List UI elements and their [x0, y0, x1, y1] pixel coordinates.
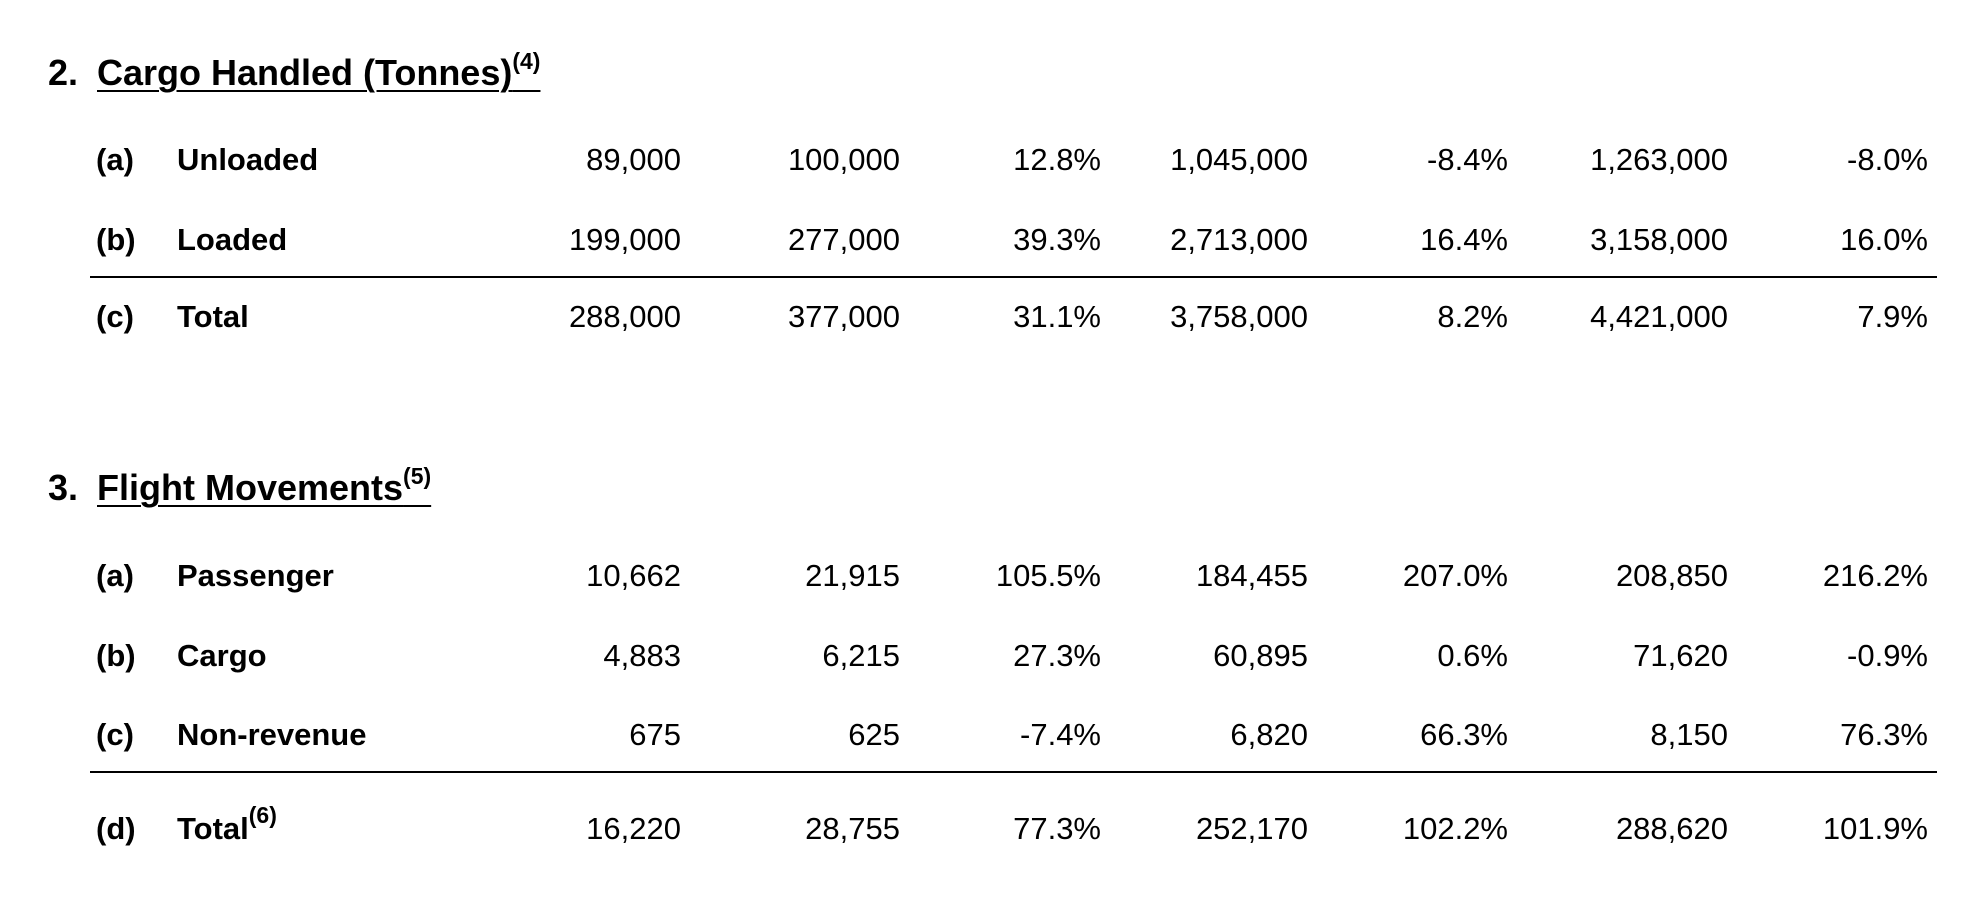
- value-cell: 216.2%: [1822, 558, 1928, 593]
- value-cell: 1,045,000: [1170, 142, 1308, 177]
- value-cell: 102.2%: [1402, 811, 1508, 846]
- value-cell: 31.1%: [1013, 299, 1101, 334]
- value-cell: 28,755: [805, 811, 900, 846]
- value-cell: 71,620: [1633, 638, 1728, 673]
- value-cell: 2,713,000: [1170, 222, 1308, 257]
- footnote-marker: (6): [248, 802, 277, 828]
- value-cell: 16.0%: [1840, 222, 1928, 257]
- section-title-flight-movements: [48, 463, 432, 509]
- row-code: (a): [96, 142, 134, 177]
- row-code: (b): [96, 222, 136, 257]
- value-cell: 675: [629, 717, 681, 752]
- value-cell: 6,820: [1230, 717, 1308, 752]
- section-number: 3.: [48, 467, 79, 508]
- section-heading-text: Cargo Handled (Tonnes): [97, 52, 513, 93]
- value-cell: 199,000: [568, 222, 681, 257]
- value-cell: 207.0%: [1402, 558, 1508, 593]
- value-cell: 16,220: [586, 811, 681, 846]
- value-cell: -7.4%: [1020, 717, 1101, 752]
- row-label: [177, 802, 277, 846]
- value-cell: 1,263,000: [1590, 142, 1728, 177]
- value-cell: 105.5%: [995, 558, 1101, 593]
- row-label-text: Total: [177, 811, 249, 846]
- value-cell: 8.2%: [1437, 299, 1508, 334]
- row-code: (c): [96, 299, 134, 334]
- value-cell: -8.4%: [1427, 142, 1508, 177]
- value-cell: 27.3%: [1013, 638, 1101, 673]
- value-cell: 252,170: [1195, 811, 1308, 846]
- value-cell: 89,000: [586, 142, 681, 177]
- value-cell: 3,758,000: [1170, 299, 1308, 334]
- row-code: (b): [96, 638, 136, 673]
- value-cell: -0.9%: [1847, 638, 1928, 673]
- row-code: (c): [96, 717, 134, 752]
- value-cell: 12.8%: [1013, 142, 1101, 177]
- value-cell: 0.6%: [1437, 638, 1508, 673]
- section-heading: [97, 463, 432, 508]
- footnote-marker: (4): [512, 48, 541, 74]
- value-cell: 101.9%: [1822, 811, 1928, 846]
- row-label: Loaded: [177, 222, 288, 257]
- row-label: Unloaded: [177, 142, 319, 177]
- value-cell: 39.3%: [1013, 222, 1101, 257]
- value-cell: 277,000: [787, 222, 900, 257]
- section-heading-text: Flight Movements: [97, 467, 404, 508]
- value-cell: 288,000: [568, 299, 681, 334]
- value-cell: 3,158,000: [1590, 222, 1728, 257]
- value-cell: 208,850: [1615, 558, 1728, 593]
- row-label: Passenger: [177, 558, 334, 593]
- value-cell: 66.3%: [1420, 717, 1508, 752]
- value-cell: 625: [848, 717, 900, 752]
- total-divider-line: [90, 771, 1937, 773]
- value-cell: 4,883: [603, 638, 681, 673]
- value-cell: 10,662: [586, 558, 681, 593]
- section-title-cargo: [48, 48, 541, 94]
- value-cell: 77.3%: [1013, 811, 1101, 846]
- row-label: Non-revenue: [177, 717, 367, 752]
- row-label: Total: [177, 299, 249, 334]
- footnote-marker: (5): [403, 463, 432, 489]
- row-label: Cargo: [177, 638, 267, 673]
- value-cell: 8,150: [1650, 717, 1728, 752]
- value-cell: 6,215: [822, 638, 900, 673]
- value-cell: 4,421,000: [1590, 299, 1728, 334]
- value-cell: 21,915: [805, 558, 900, 593]
- total-divider-line: [90, 276, 1937, 278]
- row-code: (a): [96, 558, 134, 593]
- value-cell: 16.4%: [1420, 222, 1508, 257]
- value-cell: 76.3%: [1840, 717, 1928, 752]
- value-cell: 184,455: [1195, 558, 1308, 593]
- value-cell: 60,895: [1213, 638, 1308, 673]
- value-cell: 100,000: [787, 142, 900, 177]
- section-number: 2.: [48, 52, 79, 93]
- value-cell: -8.0%: [1847, 142, 1928, 177]
- value-cell: 7.9%: [1857, 299, 1928, 334]
- section-heading: [97, 48, 541, 93]
- row-code: (d): [96, 811, 136, 846]
- value-cell: 288,620: [1615, 811, 1728, 846]
- value-cell: 377,000: [787, 299, 900, 334]
